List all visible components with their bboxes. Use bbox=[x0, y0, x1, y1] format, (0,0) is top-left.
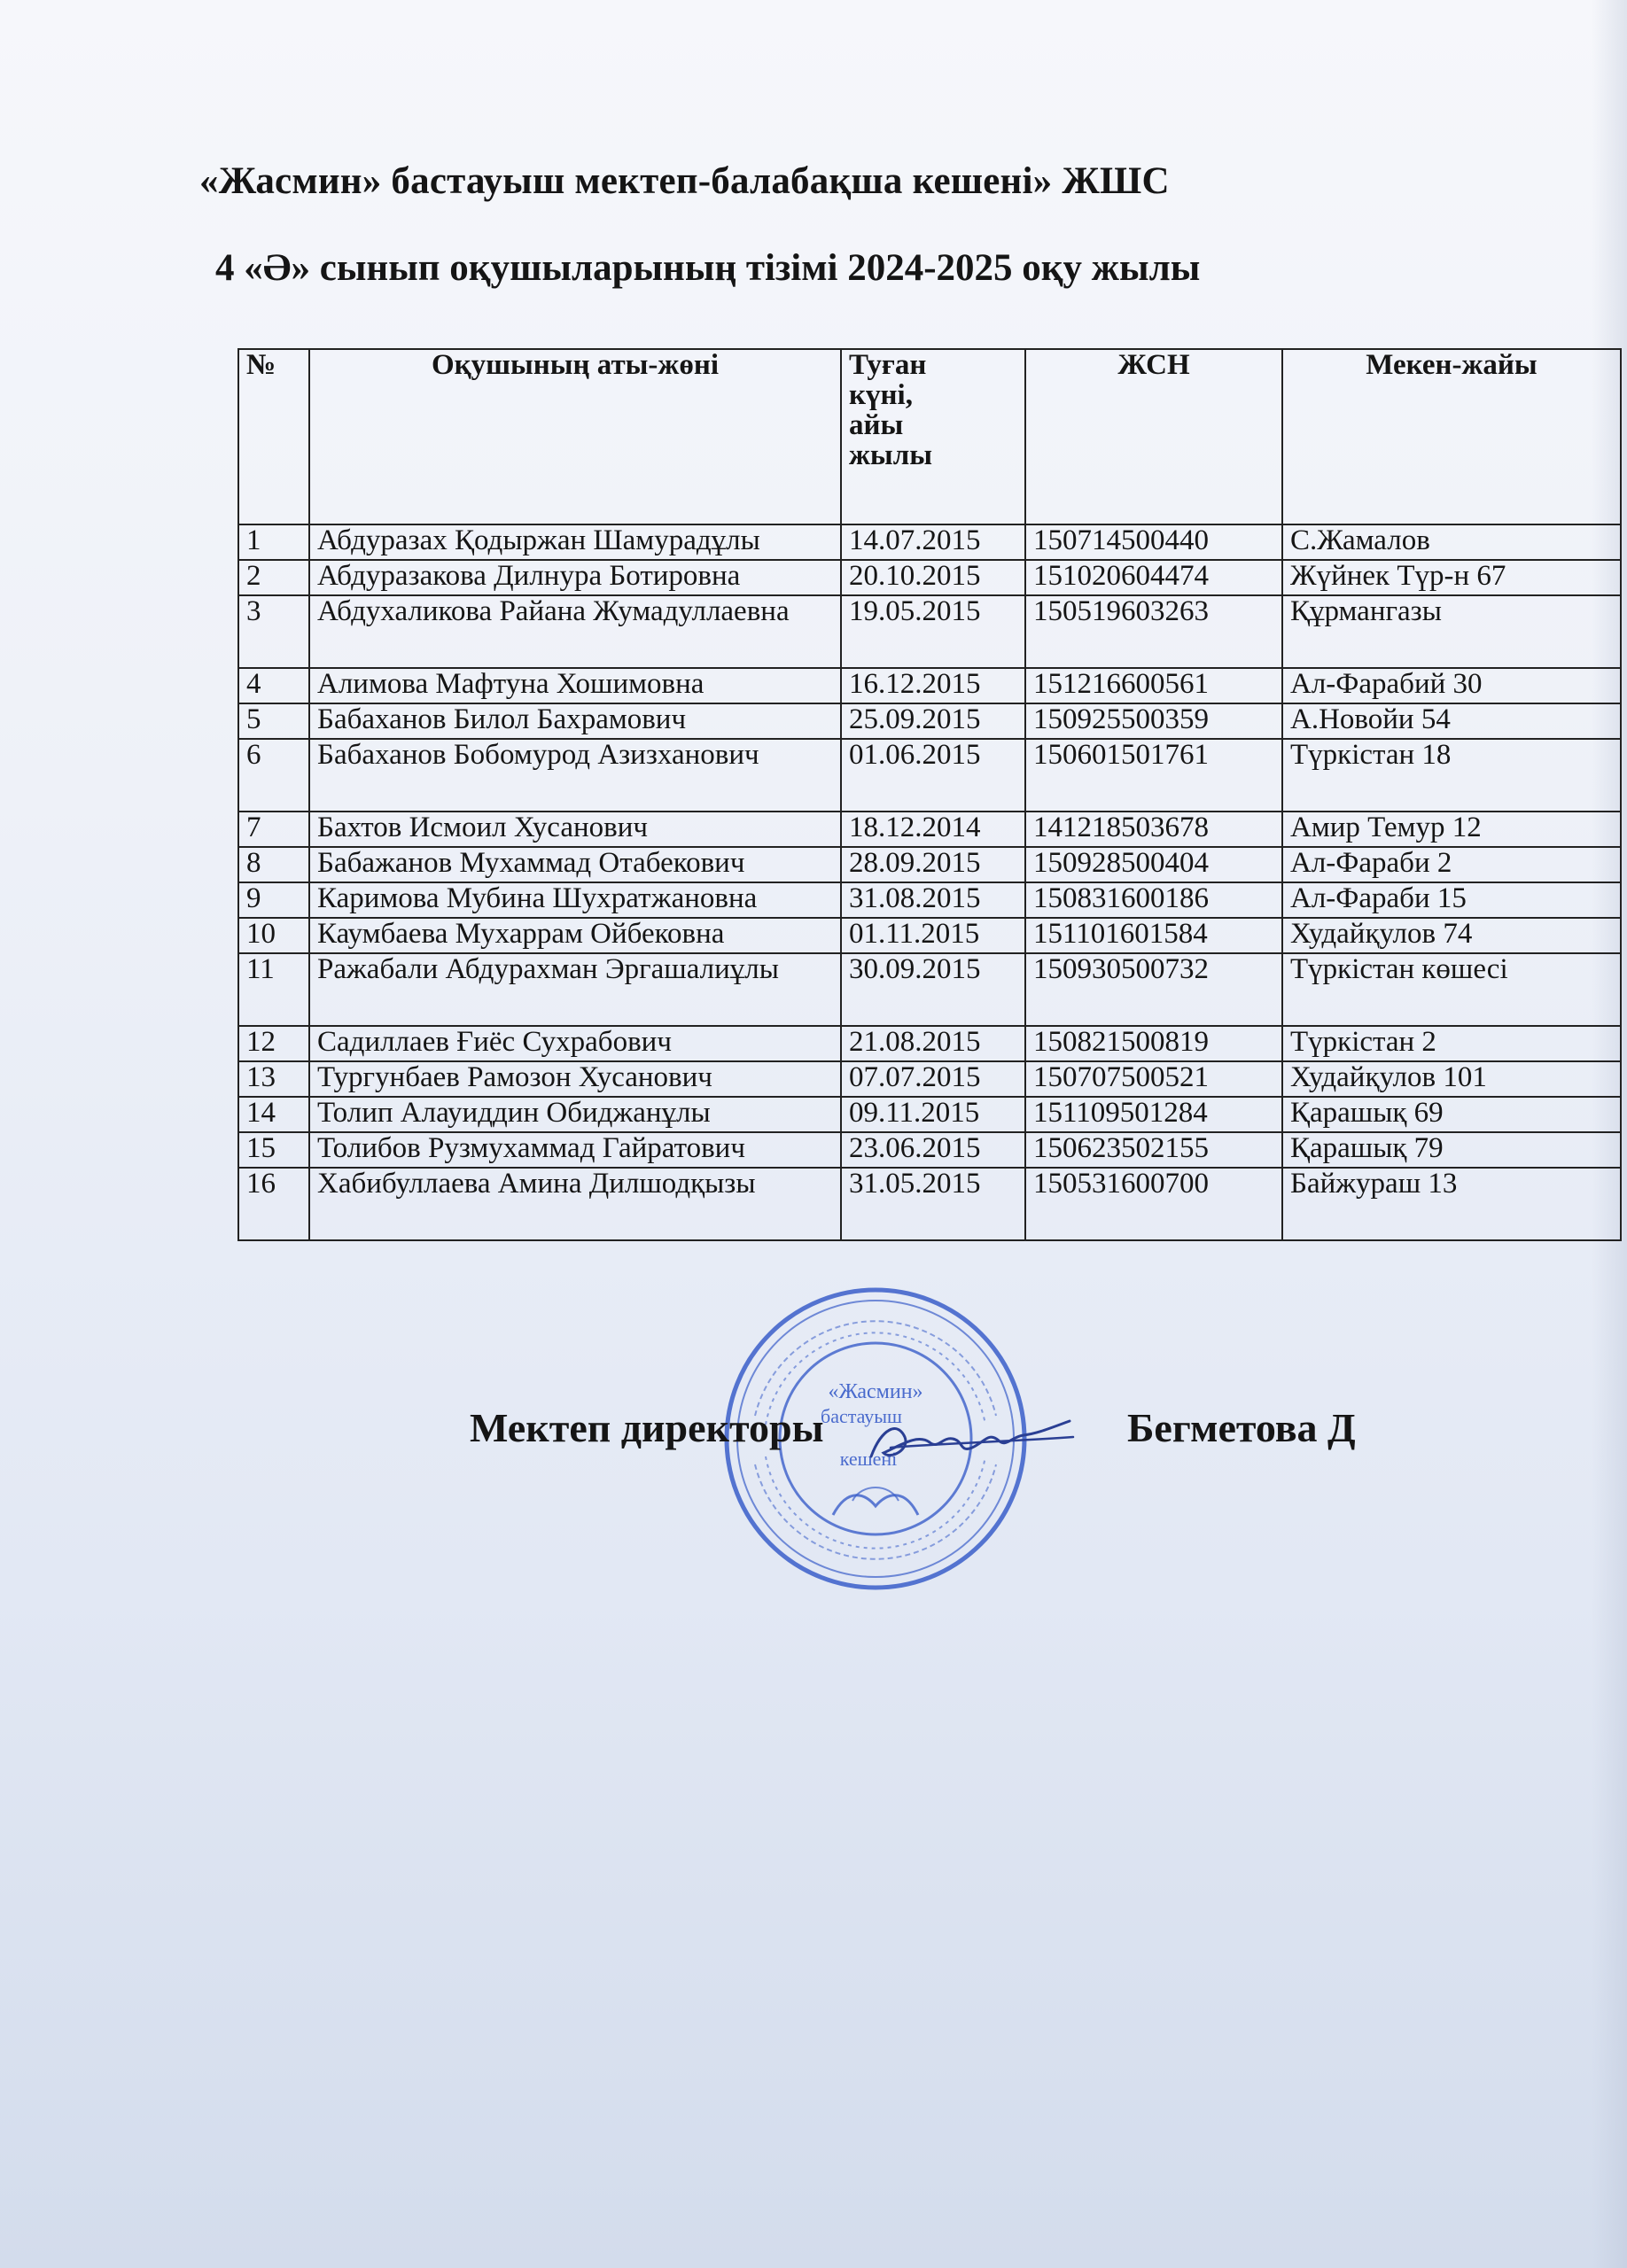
birthdate-header-line: айы bbox=[849, 409, 904, 441]
row-number: 11 bbox=[238, 953, 309, 1026]
birth-date: 19.05.2015 bbox=[841, 595, 1025, 668]
row-number: 2 bbox=[238, 560, 309, 595]
student-name: Ражабали Абдурахман Эргашалиұлы bbox=[309, 953, 841, 1026]
birthdate-header-line: жылы bbox=[849, 439, 932, 471]
table-row bbox=[238, 1168, 1621, 1240]
address: Ал-Фараби 15 bbox=[1282, 882, 1621, 918]
address: Амир Темур 12 bbox=[1282, 812, 1621, 847]
address: Ал-Фарабий 30 bbox=[1282, 668, 1621, 703]
student-name: Тургунбаев Рамозон Хусанович bbox=[309, 1061, 841, 1097]
director-signature bbox=[864, 1402, 1077, 1481]
row-number: 1 bbox=[238, 524, 309, 560]
row-number: 8 bbox=[238, 847, 309, 882]
col-header-name: Оқушының аты-жөні bbox=[309, 349, 841, 524]
address: Жүйнек Түр-н 67 bbox=[1282, 560, 1621, 595]
address: Байжураш 13 bbox=[1282, 1168, 1621, 1240]
table-row bbox=[238, 847, 1621, 882]
table-row bbox=[238, 918, 1621, 953]
table-row bbox=[238, 1132, 1621, 1168]
student-name: Абдухаликова Райана Жумадуллаевна bbox=[309, 595, 841, 668]
address: Қарашық 79 bbox=[1282, 1132, 1621, 1168]
address: С.Жамалов bbox=[1282, 524, 1621, 560]
row-number: 12 bbox=[238, 1026, 309, 1061]
student-name: Абдуразакова Дилнура Ботировна bbox=[309, 560, 841, 595]
birth-date: 09.11.2015 bbox=[841, 1097, 1025, 1132]
col-header-address: Мекен-жайы bbox=[1282, 349, 1621, 524]
col-header-number: № bbox=[238, 349, 309, 524]
birthdate-header-line: Туған bbox=[849, 349, 927, 381]
row-number: 4 bbox=[238, 668, 309, 703]
birth-date: 28.09.2015 bbox=[841, 847, 1025, 882]
row-number: 7 bbox=[238, 812, 309, 847]
student-name: Бахтов Исмоил Хусанович bbox=[309, 812, 841, 847]
col-header-birthdate bbox=[841, 349, 1025, 524]
address: Ал-Фараби 2 bbox=[1282, 847, 1621, 882]
student-name: Толибов Рузмухаммад Гайратович bbox=[309, 1132, 841, 1168]
row-number: 3 bbox=[238, 595, 309, 668]
stamp-center-line: бастауыш bbox=[821, 1405, 902, 1427]
iin-number: 151109501284 bbox=[1025, 1097, 1282, 1132]
table-row bbox=[238, 739, 1621, 812]
iin-number: 151020604474 bbox=[1025, 560, 1282, 595]
student-name: Алимова Мафтуна Хошимовна bbox=[309, 668, 841, 703]
student-name: Каумбаева Мухаррам Ойбековна bbox=[309, 918, 841, 953]
birth-date: 07.07.2015 bbox=[841, 1061, 1025, 1097]
birth-date: 18.12.2014 bbox=[841, 812, 1025, 847]
row-number: 15 bbox=[238, 1132, 309, 1168]
iin-number: 150623502155 bbox=[1025, 1132, 1282, 1168]
row-number: 10 bbox=[238, 918, 309, 953]
row-number: 16 bbox=[238, 1168, 309, 1240]
student-name: Бабажанов Мухаммад Отабекович bbox=[309, 847, 841, 882]
row-number: 9 bbox=[238, 882, 309, 918]
students-table bbox=[237, 348, 1622, 1241]
birth-date: 01.06.2015 bbox=[841, 739, 1025, 812]
birth-date: 14.07.2015 bbox=[841, 524, 1025, 560]
row-number: 6 bbox=[238, 739, 309, 812]
table-row bbox=[238, 1061, 1621, 1097]
iin-number: 150925500359 bbox=[1025, 703, 1282, 739]
table-row bbox=[238, 1097, 1621, 1132]
student-name: Абдуразах Қодыржан Шамурадұлы bbox=[309, 524, 841, 560]
birth-date: 25.09.2015 bbox=[841, 703, 1025, 739]
iin-number: 150928500404 bbox=[1025, 847, 1282, 882]
birth-date: 23.06.2015 bbox=[841, 1132, 1025, 1168]
table-header-row bbox=[238, 349, 1621, 524]
table-row bbox=[238, 953, 1621, 1026]
birth-date: 20.10.2015 bbox=[841, 560, 1025, 595]
iin-number: 150601501761 bbox=[1025, 739, 1282, 812]
table-row bbox=[238, 560, 1621, 595]
address: Құрмангазы bbox=[1282, 595, 1621, 668]
address: А.Новойи 54 bbox=[1282, 703, 1621, 739]
table-row bbox=[238, 1026, 1621, 1061]
address: Худайқулов 74 bbox=[1282, 918, 1621, 953]
stamp-emblem bbox=[833, 1495, 918, 1515]
birth-date: 21.08.2015 bbox=[841, 1026, 1025, 1061]
student-name: Толип Алауиддин Обиджанұлы bbox=[309, 1097, 841, 1132]
row-number: 14 bbox=[238, 1097, 309, 1132]
row-number: 5 bbox=[238, 703, 309, 739]
iin-number: 150930500732 bbox=[1025, 953, 1282, 1026]
birth-date: 30.09.2015 bbox=[841, 953, 1025, 1026]
birth-date: 16.12.2015 bbox=[841, 668, 1025, 703]
director-label: Мектеп директоры bbox=[470, 1405, 824, 1450]
student-name: Садиллаев Ғиёс Сухрабович bbox=[309, 1026, 841, 1061]
table-row bbox=[238, 668, 1621, 703]
iin-number: 151101601584 bbox=[1025, 918, 1282, 953]
iin-number: 150821500819 bbox=[1025, 1026, 1282, 1061]
table-row bbox=[238, 595, 1621, 668]
birth-date: 31.08.2015 bbox=[841, 882, 1025, 918]
student-name: Хабибуллаева Амина Дилшодқызы bbox=[309, 1168, 841, 1240]
stamp-center-line: кешені bbox=[839, 1448, 898, 1470]
birth-date: 01.11.2015 bbox=[841, 918, 1025, 953]
iin-number: 150831600186 bbox=[1025, 882, 1282, 918]
table-row bbox=[238, 524, 1621, 560]
iin-number: 151216600561 bbox=[1025, 668, 1282, 703]
iin-number: 150714500440 bbox=[1025, 524, 1282, 560]
iin-number: 150707500521 bbox=[1025, 1061, 1282, 1097]
address: Худайқулов 101 bbox=[1282, 1061, 1621, 1097]
table-row bbox=[238, 703, 1621, 739]
address: Түркістан көшесі bbox=[1282, 953, 1621, 1026]
table-row bbox=[238, 882, 1621, 918]
birthdate-header-line: күні, bbox=[849, 379, 913, 411]
director-name: Бегметова Д bbox=[1127, 1405, 1356, 1450]
student-name: Бабаханов Билол Бахрамович bbox=[309, 703, 841, 739]
table-row bbox=[238, 812, 1621, 847]
address: Түркістан 2 bbox=[1282, 1026, 1621, 1061]
stamp-center-line: «Жасмин» bbox=[828, 1380, 923, 1403]
iin-number: 150531600700 bbox=[1025, 1168, 1282, 1240]
birth-date: 31.05.2015 bbox=[841, 1168, 1025, 1240]
iin-number: 150519603263 bbox=[1025, 595, 1282, 668]
address: Түркістан 18 bbox=[1282, 739, 1621, 812]
list-title: 4 «Ә» сынып оқушыларының тізімі 2024-2025 оқу жылы bbox=[215, 247, 1201, 289]
organization-title: «Жасмин» бастауыш мектеп-балабақша кешені» ЖШС bbox=[199, 160, 1170, 202]
row-number: 13 bbox=[238, 1061, 309, 1097]
student-name: Каримова Мубина Шухратжановна bbox=[309, 882, 841, 918]
student-name: Бабаханов Бобомурод Азизханович bbox=[309, 739, 841, 812]
address: Қарашық 69 bbox=[1282, 1097, 1621, 1132]
iin-number: 141218503678 bbox=[1025, 812, 1282, 847]
col-header-iin: ЖСН bbox=[1025, 349, 1282, 524]
